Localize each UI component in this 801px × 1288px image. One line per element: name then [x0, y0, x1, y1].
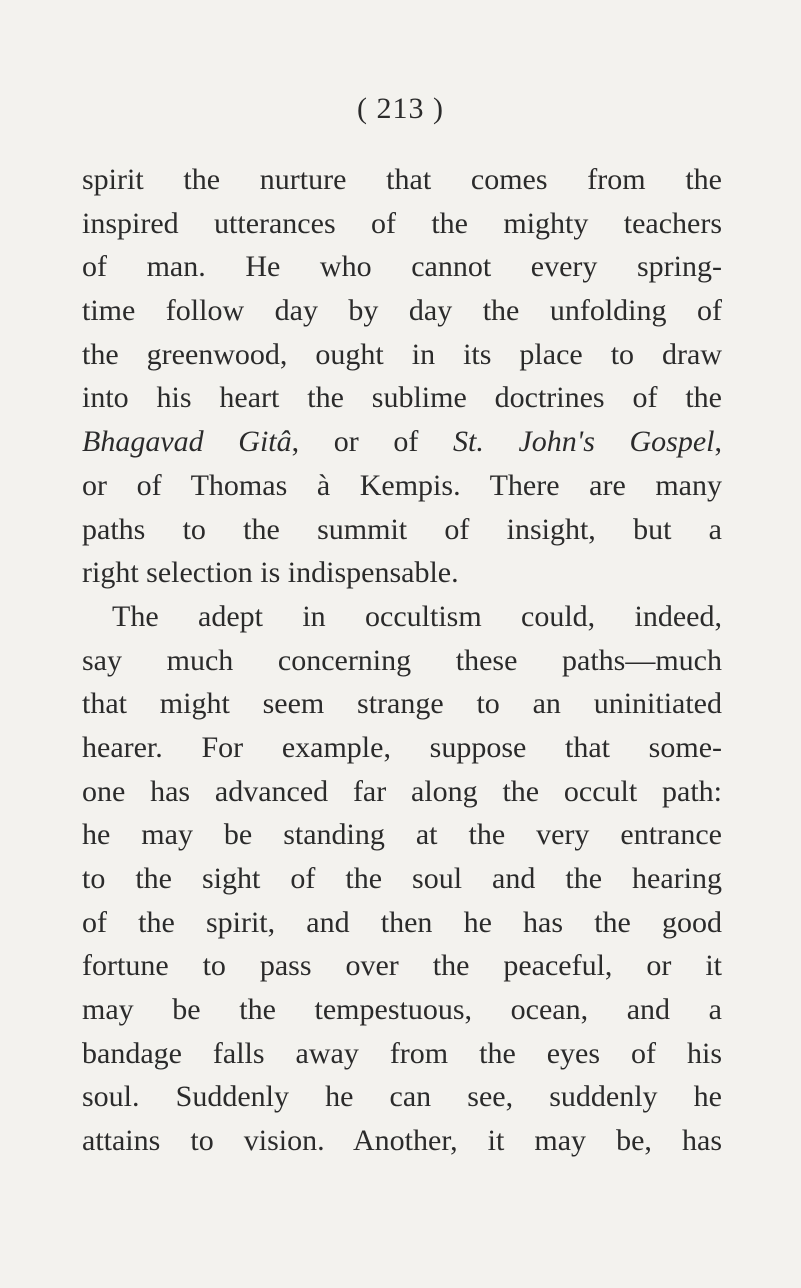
text-line: may be the tempestuous, ocean, and a — [82, 993, 722, 1027]
text-fragment: , or of — [291, 425, 453, 459]
text-line: one has advanced far along the occult path: — [82, 774, 722, 808]
text-line: hearer. For example, suppose that some- — [82, 730, 722, 764]
book-title-bhagavad-gita: Bhagavad Gitâ — [82, 425, 292, 459]
text-line-with-titles — [82, 420, 722, 464]
book-title-st-johns-gospel: St. John's Gospel — [453, 425, 715, 459]
text-line-paragraph-start: The adept in occultism could, indeed, — [112, 599, 722, 633]
text-line: spirit the nurture that comes from the — [82, 163, 722, 196]
text-line: of the spirit, and then he has the good — [82, 905, 722, 939]
text-line: right selection is indispensable. — [82, 556, 459, 590]
text-line: time follow day by day the unfolding of — [82, 294, 722, 328]
text-line: that might seem strange to an uninitiated — [82, 687, 722, 721]
text-fragment: , — [714, 425, 722, 459]
text-line: soul. Suddenly he can see, suddenly he — [82, 1080, 722, 1114]
text-line: to the sight of the soul and the hearing — [82, 862, 722, 895]
body-text — [82, 158, 722, 1163]
text-line: say much concerning these paths—much — [82, 643, 722, 677]
text-line: fortune to pass over the peaceful, or it — [82, 949, 722, 983]
text-line: of man. He who cannot every spring- — [82, 250, 722, 284]
text-line: he may be standing at the very entrance — [82, 818, 722, 852]
page-number: ( 213 ) — [357, 92, 444, 125]
text-line: bandage falls away from the eyes of his — [82, 1036, 722, 1070]
text-line: paths to the summit of insight, but a — [82, 512, 722, 546]
text-line: the greenwood, ought in its place to draw — [82, 337, 722, 371]
text-line: attains to vision. Another, it may be, has — [82, 1124, 722, 1158]
text-line: inspired utterances of the mighty teachers — [82, 206, 722, 240]
text-line: or of Thomas à Kempis. There are many — [82, 468, 722, 502]
text-line: into his heart the sublime doctrines of the — [82, 381, 722, 415]
